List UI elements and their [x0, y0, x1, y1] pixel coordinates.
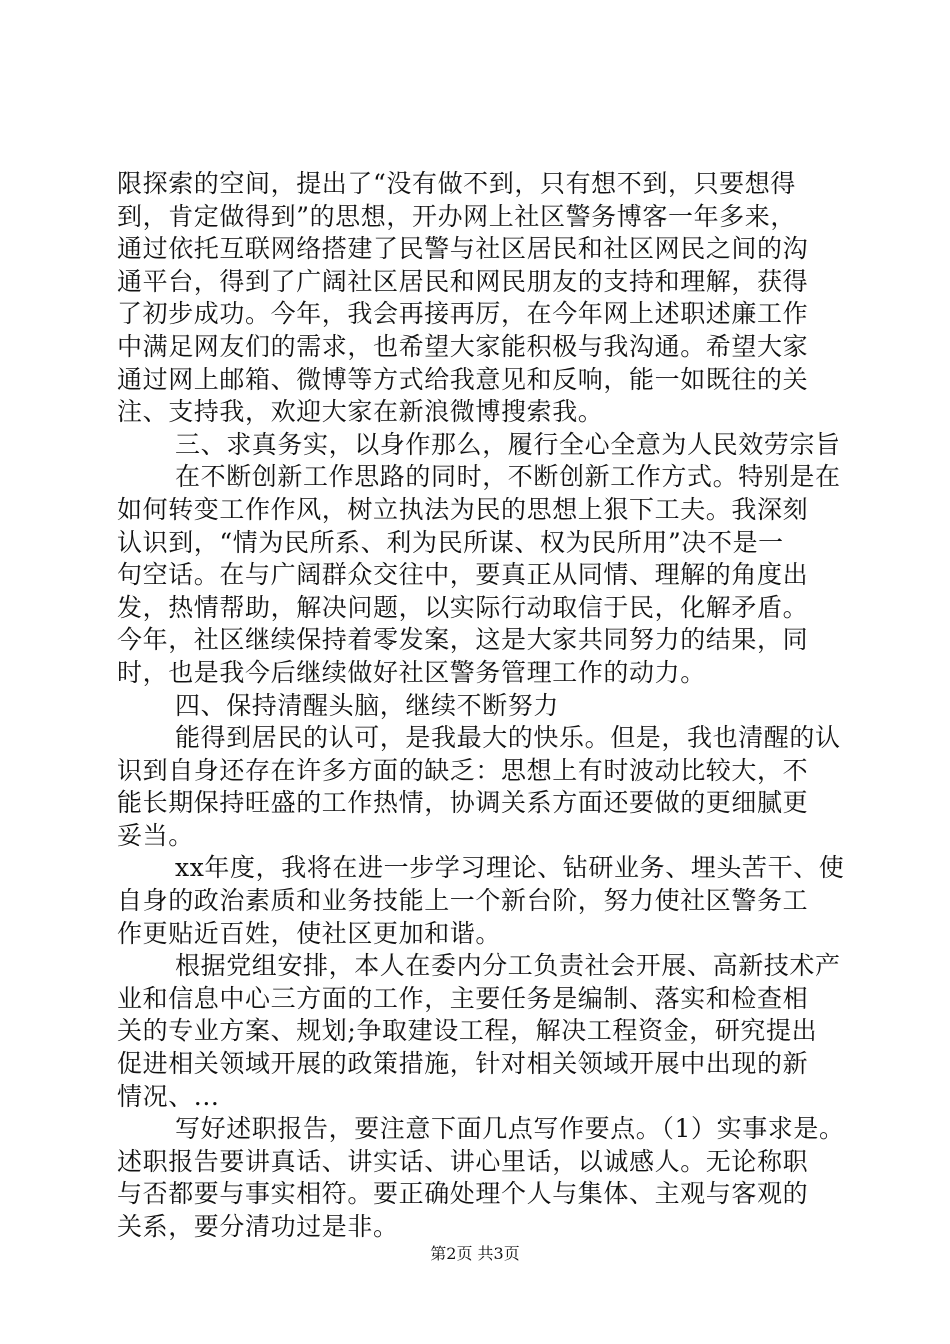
paragraph-start: xx年度，我将在进一步学习理论、钻研业务、埋头苦干、使 — [175, 853, 845, 883]
body-text — [117, 168, 847, 1244]
text-line: 妥当。 — [117, 820, 194, 850]
text-line: 与否都要与事实相符。要正确处理个人与集体、主观与客观的 — [117, 1179, 809, 1209]
text-line: 发，热情帮助，解决问题，以实际行动取信于民，化解矛盾。 — [117, 592, 809, 622]
page-number-footer: 第2页 共3页 — [430, 1244, 520, 1263]
paragraph-start: 能得到居民的认可，是我最大的快乐。但是，我也清醒的认 — [175, 723, 841, 753]
text-line: 到，肯定做得到”的思想，开办网上社区警务博客一年多来， — [117, 201, 796, 231]
text-line: 今年，社区继续保持着零发案，这是大家共同努力的结果，同 — [117, 625, 809, 655]
text-line: 注、支持我，欢迎大家在新浪微博搜索我。 — [117, 397, 604, 427]
text-line: 识到自身还存在许多方面的缺乏：思想上有时波动比较大，不 — [117, 755, 809, 785]
text-line: 句空话。在与广阔群众交往中，要真正从同情、理解的角度出 — [117, 560, 809, 590]
text-line: 能长期保持旺盛的工作热情，协调关系方面还要做的更细腻更 — [117, 788, 809, 818]
paragraph-start: 根据党组安排，本人在委内分工负责社会开展、高新技术产 — [175, 951, 841, 981]
paragraph-start: 写好述职报告，要注意下面几点写作要点。（1）实事求是。 — [175, 1114, 845, 1144]
text-line: 自身的政治素质和业务技能上一个新台阶，努力使社区警务工 — [117, 886, 809, 916]
text-line: 促进相关领域开展的政策措施，针对相关领域开展中出现的新 — [117, 1049, 809, 1079]
text-line: 业和信息中心三方面的工作，主要任务是编制、落实和检查相 — [117, 983, 809, 1013]
text-line: 通平台，得到了广阔社区居民和网民朋友的支持和理解，获得 — [117, 266, 809, 296]
text-line: 关的专业方案、规划;争取建设工程，解决工程资金，研究提出 — [117, 1016, 818, 1046]
text-line: 了初步成功。今年，我会再接再厉，在今年网上述职述廉工作 — [117, 299, 809, 329]
text-line: 中满足网友们的需求，也希望大家能积极与我沟通。希望大家 — [117, 331, 809, 361]
text-line: 情况、... — [117, 1081, 220, 1111]
text-line: 限探索的空间，提出了“没有做不到，只有想不到，只要想得 — [117, 169, 796, 198]
section-heading: 四、保持清醒头脑，继续不断努力 — [175, 690, 560, 720]
text-line: 如何转变工作作风，树立执法为民的思想上狠下工夫。我深刻 — [117, 494, 809, 524]
paragraph-start: 在不断创新工作思路的同时，不断创新工作方式。特别是在 — [175, 462, 841, 492]
text-line: 作更贴近百姓，使社区更加和谐。 — [117, 918, 502, 948]
text-line: 时，也是我今后继续做好社区警务管理工作的动力。 — [117, 657, 706, 687]
text-line: 通过网上邮箱、微博等方式给我意见和反响，能一如既往的关 — [117, 364, 809, 394]
text-line: 认识到，“情为民所系、利为民所谋、权为民所用”决不是一 — [117, 527, 784, 557]
section-heading: 三、求真务实，以身作那么，履行全心全意为人民效劳宗旨 — [175, 429, 841, 459]
text-line: 关系，要分清功过是非。 — [117, 1212, 399, 1241]
text-line: 述职报告要讲真话、讲实话、讲心里话，以诚感人。无论称职 — [117, 1146, 809, 1176]
text-line: 通过依托互联网络搭建了民警与社区居民和社区网民之间的沟 — [117, 234, 809, 264]
